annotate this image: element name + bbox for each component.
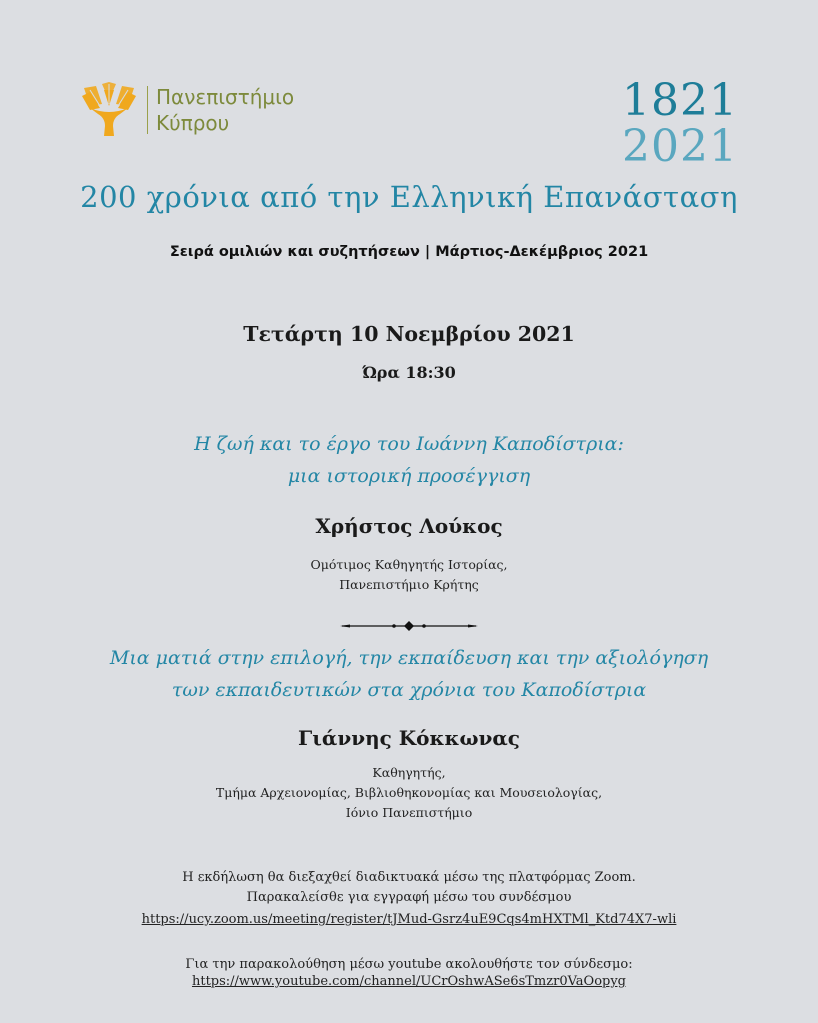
- university-logo: [80, 82, 320, 142]
- talk-2-affiliation-line2: Τμήμα Αρχειονομίας, Βιβλιοθηκονομίας και Μουσειολογίας,: [215, 785, 603, 800]
- talk-2-affiliation: [0, 763, 818, 823]
- zoom-registration-link[interactable]: https://ucy.zoom.us/meeting/register/tJMud-Gsrz4uE9Cqs4mHXTMl_Ktd74X7-wli: [141, 912, 677, 927]
- youtube-channel-link[interactable]: https://www.youtube.com/channel/UCrOshwASe6sTmzr0VaOopyg: [191, 974, 627, 989]
- zoom-info: [0, 868, 818, 908]
- tree-emblem-icon: [80, 82, 138, 138]
- talk-2-title-line1: Μια ματιά στην επιλογή, την εκπαίδευση και την αξιολόγηση: [109, 647, 709, 669]
- talk-1-title: [0, 428, 818, 492]
- talk-2-title-line2: των εκπαιδευτικών στα χρόνια του Καποδίστρια: [171, 679, 647, 701]
- series-subtitle: Σειρά ομιλιών και συζητήσεων | Μάρτιος-Δεκέμβριος 2021: [169, 244, 649, 260]
- event-date: Τετάρτη 10 Νοεμβρίου 2021: [243, 322, 575, 346]
- year-start: 1821: [622, 75, 738, 126]
- logo-divider: [147, 86, 148, 134]
- event-time: Ώρα 18:30: [362, 363, 456, 382]
- talk-1-affiliation-line1: Ομότιμος Καθηγητής Ιστορίας,: [310, 557, 508, 572]
- youtube-info: Για την παρακολούθηση μέσω youtube ακολουθήστε τον σύνδεσμο:: [185, 957, 633, 972]
- ornament-divider: [340, 620, 478, 632]
- talk-1-title-line1: Η ζωή και το έργο του Ιωάννη Καποδίστρια:: [194, 433, 624, 455]
- talk-2-affiliation-line1: Καθηγητής,: [372, 765, 446, 780]
- year-end: 2021: [622, 121, 738, 172]
- talk-1-affiliation: [0, 555, 818, 595]
- university-name-line2: Κύπρου: [156, 111, 230, 135]
- university-name-line1: Πανεπιστήμιο: [156, 85, 295, 109]
- talk-2-affiliation-line3: Ιόνιο Πανεπιστήμιο: [345, 805, 473, 820]
- zoom-info-line2: Παρακαλείσθε για εγγραφή μέσω του συνδέσμου: [246, 890, 572, 905]
- university-name: [156, 84, 294, 136]
- zoom-info-line1: Η εκδήλωση θα διεξαχθεί διαδικτυακά μέσω της πλατφόρμας Zoom.: [182, 870, 636, 885]
- talk-1-title-line2: μια ιστορική προσέγγιση: [287, 465, 531, 487]
- talk-2-speaker: Γιάννης Κόκκωνας: [298, 726, 520, 750]
- talk-2-title: [0, 642, 818, 706]
- talk-1-affiliation-line2: Πανεπιστήμιο Κρήτης: [339, 577, 479, 592]
- talk-1-speaker: Χρήστος Λούκος: [315, 514, 503, 538]
- page-title: 200 χρόνια από την Ελληνική Επανάσταση: [80, 180, 738, 214]
